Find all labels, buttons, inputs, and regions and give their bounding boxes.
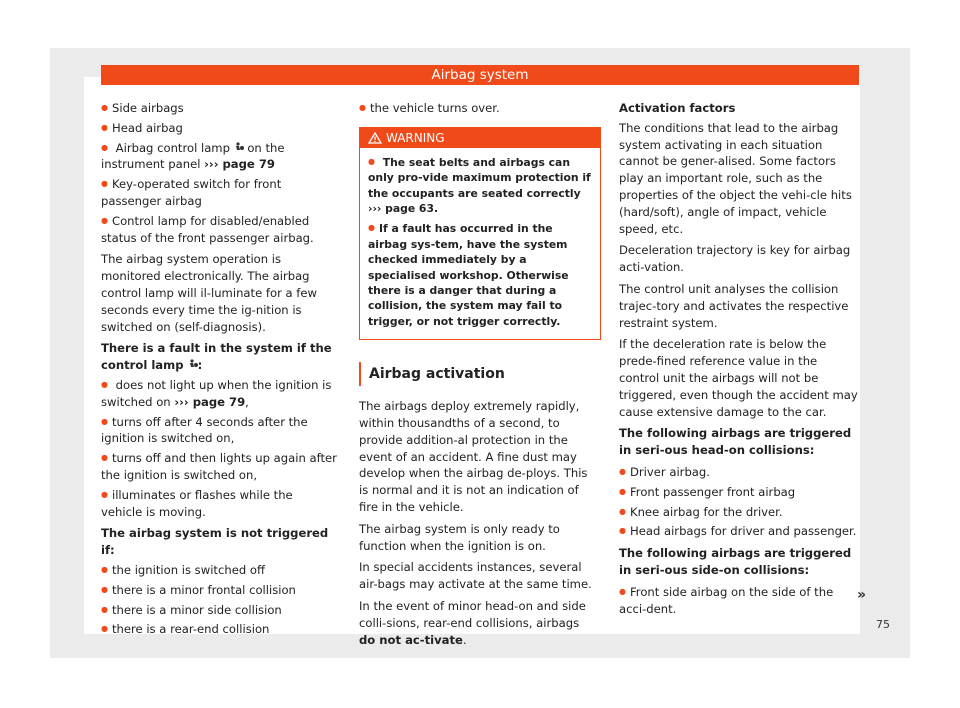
not-triggered-heading: The airbag system is not triggered if: bbox=[101, 526, 329, 558]
list-item: ● the ignition is switched off bbox=[101, 562, 337, 579]
list-item: ● Head airbag bbox=[101, 120, 337, 137]
list-item: ● turns off after 4 seconds after the ignition is switched on, bbox=[101, 414, 337, 448]
page-header bbox=[101, 65, 859, 85]
list-item: ● Knee airbag for the driver. bbox=[619, 504, 861, 521]
paragraph: The airbags deploy extremely rapidly, within thousandths of a second, to provide addition-al protection in the event of an accident. A fine dust may develop when the airbag de-ploys. This is normal and it is not an indication of fire in the vehicle. bbox=[359, 399, 588, 515]
warning-header bbox=[360, 128, 600, 148]
paragraph: In special accidents instances, several air-bags may activate at the same time. bbox=[359, 560, 592, 592]
page-reference[interactable]: ››› page 63 bbox=[368, 202, 434, 216]
page-reference[interactable]: ››› page 79 bbox=[174, 394, 246, 409]
list-item: ● Key-operated switch for front passenger airbag bbox=[101, 176, 337, 210]
list-item-lamp: ● Airbag control lamp on the instrument panel ››› page 79 bbox=[101, 140, 337, 174]
headon-heading: The following airbags are triggered in seri-ous head-on collisions: bbox=[619, 426, 852, 458]
subheading: Activation factors bbox=[619, 101, 736, 115]
column-middle bbox=[359, 100, 599, 653]
warning-body bbox=[360, 148, 600, 339]
sideon-heading: The following airbags are triggered in seri-ous side-on collisions: bbox=[619, 546, 852, 577]
paragraph: If the deceleration rate is below the prede-fined reference value in the control unit the airbags will not be triggered, even though the accident may cause extensive damage to the car. bbox=[619, 337, 858, 419]
list-item: ● the vehicle turns over. bbox=[359, 100, 599, 117]
list-item: ● turns off and then lights up again after the ignition is switched on, bbox=[101, 450, 337, 484]
warning-title: WARNING bbox=[386, 130, 445, 145]
paragraph: The airbag system is only ready to function when the ignition is on. bbox=[359, 521, 560, 553]
list-item: ● Front side airbag on the side of the acci-dent. bbox=[619, 584, 861, 618]
list-item: ● Driver airbag. bbox=[619, 464, 861, 481]
list-item: ● there is a minor side collision bbox=[101, 602, 337, 619]
page-number: 75 bbox=[876, 618, 890, 631]
list-item: ● there is a rear-end collision bbox=[101, 621, 337, 638]
warning-item: ● If a fault has occurred in the airbag sys-tem, have the system checked immediately by a specialised workshop. Otherwise there is a danger that during a collision, the system may fail to trigger, or not trigger correctly. bbox=[368, 220, 592, 329]
paragraph: The conditions that lead to the airbag system activating in each situation cannot be gener-alised. Some factors play an important role, such as the properties of the object the vehi-cle hits (hard/soft), angle of impact, vehicle speed, etc. bbox=[619, 120, 852, 236]
warning-item: ● The seat belts and airbags can only pro-vide maximum protection if the occupants are seated correctly ››› page 63. bbox=[368, 154, 592, 217]
continue-mark: » bbox=[857, 587, 867, 603]
list-item: ● Control lamp for disabled/enabled status of the front passenger airbag. bbox=[101, 213, 337, 247]
airbag-lamp-icon bbox=[234, 142, 244, 153]
list-item: ● Head airbags for driver and passenger. bbox=[619, 523, 861, 540]
page-reference[interactable]: ››› page 79 bbox=[204, 157, 275, 172]
warning-triangle-icon bbox=[368, 132, 382, 144]
airbag-lamp-icon bbox=[188, 359, 198, 370]
list-item: ● illuminates or flashes while the vehicle is moving. bbox=[101, 487, 337, 521]
paragraph: The airbag system operation is monitored electronically. The airbag control lamp will il-luminate for a few seconds every time the ig-nition is switched on (self-diagnosis). bbox=[101, 252, 318, 334]
warning-box bbox=[359, 127, 601, 340]
list-item: ● does not light up when the ignition is switched on ››› page 79, bbox=[101, 377, 337, 411]
column-right bbox=[619, 100, 861, 620]
header-title: Airbag system bbox=[431, 67, 529, 83]
list-item: ● Front passenger front airbag bbox=[619, 484, 861, 501]
list-item: ● Side airbags bbox=[101, 100, 337, 117]
fault-heading: There is a fault in the system if the control lamp : bbox=[101, 341, 332, 373]
column-left bbox=[101, 100, 337, 641]
paragraph: Deceleration trajectory is key for airbag acti-vation. bbox=[619, 243, 851, 275]
paragraph: In the event of minor head-on and side colli-sions, rear-end collisions, airbags do not ac-tivate. bbox=[359, 599, 586, 647]
section-title: Airbag activation bbox=[359, 362, 599, 386]
list-item: ● there is a minor frontal collision bbox=[101, 582, 337, 599]
paragraph: The control unit analyses the collision trajec-tory and activates the respective restraint system. bbox=[619, 281, 849, 330]
